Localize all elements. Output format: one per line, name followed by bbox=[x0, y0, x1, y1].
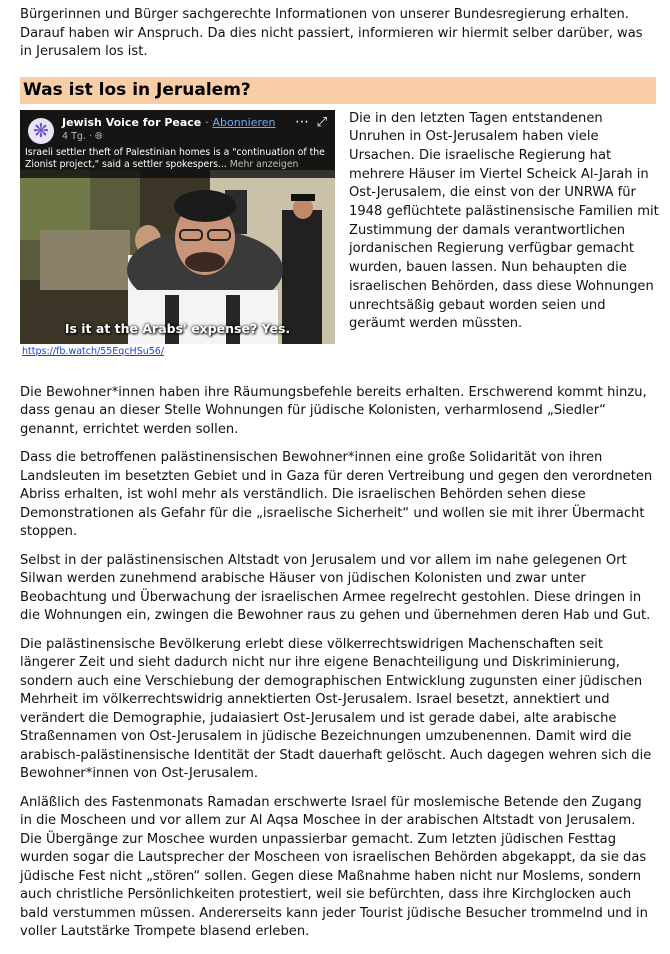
body-paragraph-2: Dass die betroffenen palästinensischen Bewohner*innen eine große Solidarität von ihren Landsleuten im besetzten Gebiet und in Gaza für deren Vertreibung und gegen den verordneten Abriss erhalten, ist wohl mehr als verständlich. Die israelischen Behörden sehen diese Demonstrationen als Gefahr für die „israelische Sicherheit“ und wollen sie mit ihrer Übermacht stoppen. bbox=[20, 450, 653, 539]
body-paragraph-5: Anläßlich des Fastenmonats Ramadan erschwerte Israel für moslemische Betende den Zugang in die Moscheen und vor allem zur Al Aqsa Moschee in der arabischen Altstadt von Jerusalem. Die Übergänge zur Moschee wurden unpassierbar gemacht. Zum letzten jüdischen Festtag wurden sogar die Lautsprecher der Moscheen von israelischen Behörden abgekappt, da sie das jüdische Fest nicht „stören“ sollen. Gegen diese Maßnahme haben nicht nur Moslems, sondern auch christliche Persönlichkeiten protestiert, weil sie befürchten, dass ihre Kirchglocken auch bald verstummen müssen. Andererseits kann jeder Tourist jüdische Besucher trommelnd und in voller Lautstärke Trompete blasend erleben. bbox=[20, 794, 648, 939]
body-paragraph-3: Selbst in der palästinensischen Altstadt von Jerusalem und vor allem im nahe gelegenen Ort Silwan werden zunehmend arabische Häuser von jüdischen Kolonisten und zwar unter Beobachtung und Überwachung der israelischen Armee regelrecht gestohlen. Diese dringen in die Wohnungen ein, zwingen die Bewohner raus zu gehen und übernehmen deren Hab und Gut. bbox=[20, 552, 651, 623]
show-more-link[interactable]: Mehr anzeigen bbox=[229, 159, 299, 170]
video-link[interactable]: https://fb.watch/55EqcHSu56/ bbox=[22, 345, 165, 357]
follow-link[interactable]: Abonnieren bbox=[212, 115, 276, 129]
side-paragraph: Die in den letzten Tagen entstandenen Unruhen in Ost-Jerusalem haben viele Ursachen. Die israelische Regierung hat mehrere Häuser im Viertel Scheick Al-Jarah in Ost-Jerusalem, die einst von der UNRWA für 1948 geflüchtete palästinensische Familien mit Zustimmung der damals verantwortlichen jordanischen Regierung verfügbar gemacht wurden, bauen lassen. Nun behaupten die israelischen Behörden, dass diese Wohnungen unrechtsäßig gebaut worden seien und geräumt werden müssten. bbox=[349, 110, 659, 332]
intro-paragraph: Bürgerinnen und Bürger sachgerechte Informationen von unserer Bundesregierung erhalten. Darauf haben wir Anspruch. Da dies nicht passiert, informieren wir hiermit selber darüber, was in Jerusalem los ist. bbox=[20, 7, 643, 59]
video-subtitle: Is it at the Arabs' expense? Yes. bbox=[64, 320, 291, 336]
video-overlay-header bbox=[20, 110, 335, 178]
body-paragraph-4: Die palästinensische Bevölkerung erlebt diese völkerrechtswidrigen Machenschaften seit längerer Zeit und sieht dadurch nicht nur ihre eigene Benachteiligung und Diskriminierung, sondern auch eine Verschiebung der demographischen Entwicklung zugunsten einer jüdischen Mehrheit im völkerrechtswidrig annektierten Ost-Jerusalem. Israel besetzt, annektiert und verändert die Demographie, judaiasiert Ost-Jerusalem und ist gerade dabei, alte arabische Straßennamen von Ost-Jerusalem in jüdische Bezeichnungen umzubenennen. Damit wird die arabisch-palästinensische Identität der Stadt dauerhaft gelöscht. Auch dagegen wehren sich die Bewohner*innen von Ost-Jerusalem. bbox=[20, 636, 652, 781]
author-separator: · bbox=[205, 115, 209, 129]
side-text-column bbox=[349, 110, 661, 334]
embedded-video[interactable] bbox=[20, 110, 335, 344]
video-post-age: 4 Tg. · bbox=[62, 130, 95, 142]
body-paragraph-1: Die Bewohner*innen haben ihre Räumungsbefehle bereits erhalten. Erschwerend kommt hinzu, dass genau an dieser Stelle Wohnungen für jüdische Kolonisten, verharmlosend „Siedler“ genannt, errichtet werden sollen. bbox=[20, 384, 647, 437]
expand-icon[interactable]: ⤢ bbox=[316, 114, 327, 130]
globe-icon: 🌐︎ bbox=[94, 130, 103, 142]
more-dots-icon[interactable]: ⋯ bbox=[295, 113, 309, 130]
section-heading: Was ist los in Jerualem? bbox=[20, 77, 656, 104]
dove-logo-icon[interactable]: ❋ bbox=[28, 118, 54, 144]
video-author-name[interactable]: Jewish Voice for Peace bbox=[62, 115, 202, 129]
feature-block bbox=[20, 107, 659, 384]
video-caption: Israeli settler theft of Palestinian homes is a "continuation of the Zionist project," said a settler spokespers... bbox=[25, 146, 325, 170]
